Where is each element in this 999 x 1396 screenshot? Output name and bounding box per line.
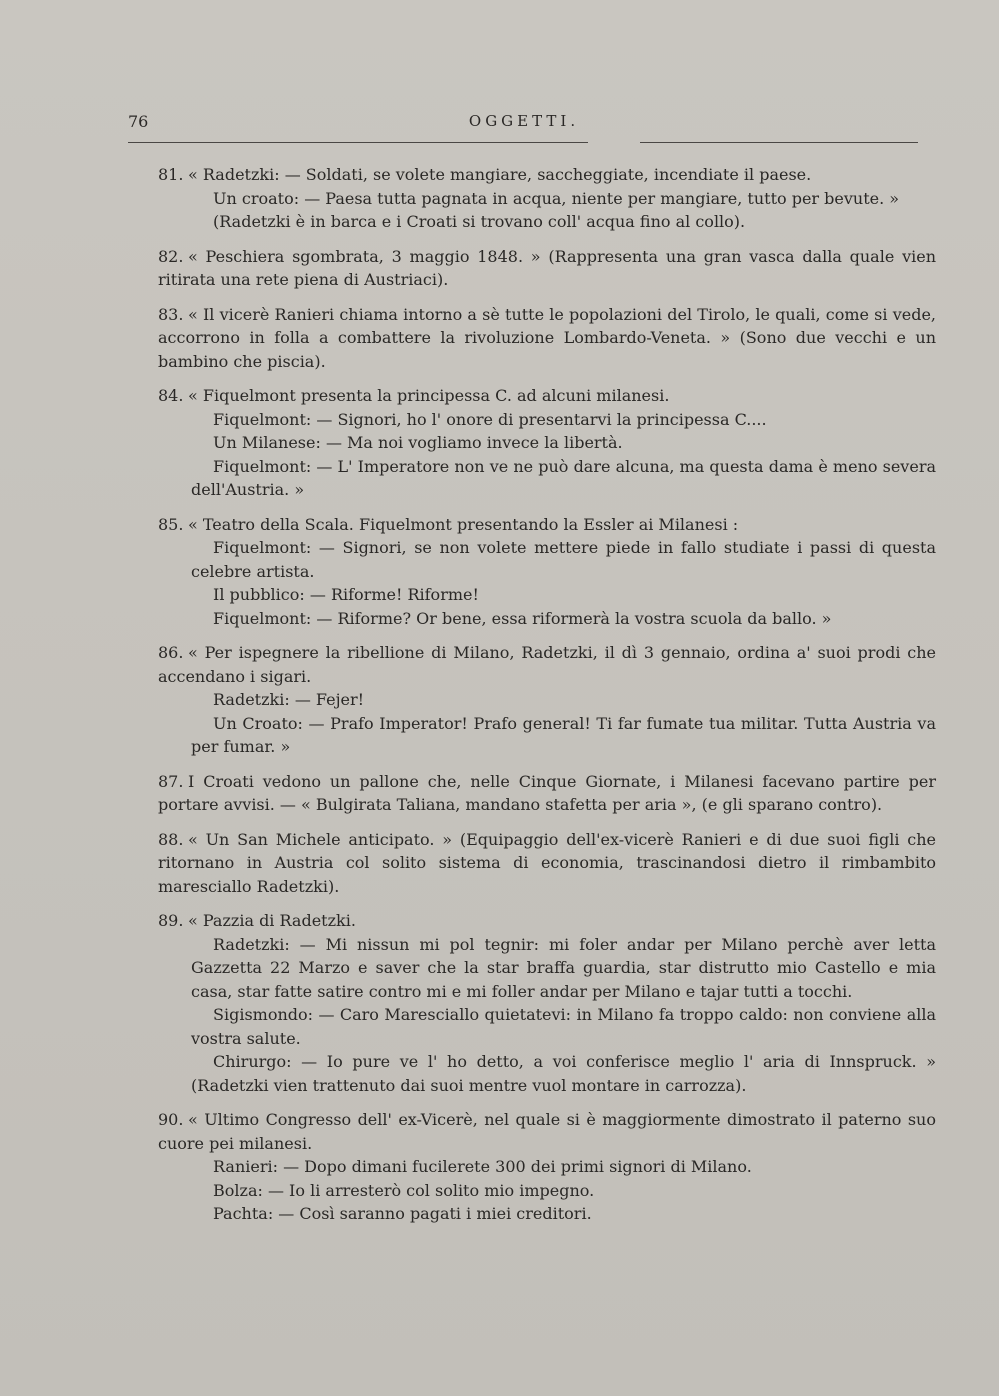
entry-text: « Un San Michele anticipato. » (Equipaggio dell'ex-vicerè Ranieri e di due suoi figli che ritornano in Austria col solito sistema di economia, trascinandosi dietro il rimbambito maresciallo Radetzki).: [158, 829, 936, 896]
entry-line: Fiquelmont: — Riforme? Or bene, essa riformerà la vostra scuola da ballo. »: [213, 608, 832, 628]
entry-number: 85.: [158, 514, 184, 534]
entry-text: « Per ispegnere la ribellione di Milano, Radetzki, il dì 3 gennaio, ordina a' suoi prodi che accendano i sigari.: [158, 643, 936, 686]
entry-number: 86.: [158, 643, 184, 662]
entry-line: Un Milanese: — Ma noi vogliamo invece la libertà.: [213, 433, 623, 452]
catalog-entry: [158, 828, 936, 899]
entry-number: 88.: [158, 829, 184, 849]
entry-first-line: [158, 770, 936, 817]
entry-line: Bolza: — Io li arresterò col solito mio impegno.: [213, 1180, 595, 1200]
catalog-entry: [158, 245, 936, 292]
page-header: [128, 112, 920, 136]
entry-first-line: [158, 303, 936, 374]
entry-number: 89.: [158, 911, 184, 930]
entry-first-line: [158, 641, 936, 688]
entry-line: Un Croato: — Prafo Imperator! Prafo general! Ti far fumate tua militar. Tutta Austria va per fumar. »: [191, 713, 936, 756]
catalog-entry: [158, 513, 936, 631]
entry-first-line: [158, 909, 936, 933]
header-rule-right: [640, 142, 918, 143]
entry-line: Ranieri: — Dopo dimani fucilerete 300 dei primi signori di Milano.: [213, 1157, 752, 1176]
header-rule-left: [128, 142, 588, 143]
entry-number: 87.: [158, 771, 184, 791]
entry-line: (Radetzki è in barca e i Croati si trovano coll' acqua fino al collo).: [213, 212, 746, 231]
entry-line: Fiquelmont: — Signori, se non volete mettere piede in fallo studiate i passi di questa celebre artista.: [191, 538, 936, 581]
entry-number: 82.: [158, 246, 184, 266]
entry-first-line: [158, 163, 936, 187]
catalog-entry: [158, 303, 936, 374]
catalog-entry: [158, 384, 936, 502]
entry-line: Il pubblico: — Riforme! Riforme!: [213, 585, 479, 604]
entry-first-line: [158, 1108, 936, 1155]
entry-text: « Peschiera sgombrata, 3 maggio 1848. » (Rappresenta una gran vasca dalla quale vien ritirata una rete piena di Austriaci).: [158, 246, 936, 289]
entry-line: Chirurgo: — Io pure ve l' ho detto, a voi conferisce meglio l' aria di Innspruck. » (Radetzki vien trattenuto dai suoi mentre vuol montare in carrozza).: [191, 1052, 936, 1095]
entry-number: 90.: [158, 1110, 184, 1129]
entry-text: I Croati vedono un pallone che, nelle Cinque Giornate, i Milanesi facevano partire per portare avvisi. — « Bulgirata Taliana, mandano stafetta per aria », (e gli sparano contro).: [158, 771, 936, 814]
entry-line: Pachta: — Così saranno pagati i miei creditori.: [213, 1204, 592, 1223]
entry-number: 84.: [158, 386, 184, 405]
entry-text: « Fiquelmont presenta la principessa C. ad alcuni milanesi.: [188, 386, 670, 405]
entry-first-line: [158, 384, 936, 408]
entry-number: 81.: [158, 165, 184, 184]
catalog-entry: [158, 909, 936, 1097]
catalog-entry: [158, 1108, 936, 1226]
entry-line: Un croato: — Paesa tutta pagnata in acqua, niente per mangiare, tutto per bevute. »: [213, 188, 900, 208]
entry-line: Fiquelmont: — L' Imperatore non ve ne può dare alcuna, ma questa dama è meno severa dell'Austria. »: [191, 456, 936, 499]
entry-line: Radetzki: — Mi nissun mi pol tegnir: mi foler andar per Milano perchè aver letta Gazzetta 22 Marzo e saver che la star braffa guardia, star distrutto mio Castello e mia casa, star fatte satire contro mi e mi foller andar per Milano e tajar tutti a tocchi.: [191, 934, 936, 1001]
page-number: 76: [128, 112, 149, 131]
entry-first-line: [158, 828, 936, 899]
catalog-entry: [158, 770, 936, 817]
entry-text: « Pazzia di Radetzki.: [188, 911, 356, 930]
entry-first-line: [158, 513, 936, 537]
entry-text: « Radetzki: — Soldati, se volete mangiare, saccheggiate, incendiate il paese.: [188, 165, 812, 184]
entry-line: Sigismondo: — Caro Maresciallo quietatevi: in Milano fa troppo caldo: non conviene alla vostra salute.: [191, 1005, 936, 1048]
entry-number: 83.: [158, 304, 184, 324]
entry-text: « Ultimo Congresso dell' ex-Vicerè, nel quale si è maggiormente dimostrato il paterno suo cuore pei milanesi.: [158, 1110, 936, 1153]
entry-line: Radetzki: — Fejer!: [213, 690, 365, 709]
catalog-entry: [158, 163, 936, 234]
catalog-entry: [158, 641, 936, 759]
catalog-entries: [158, 163, 936, 1237]
running-title: OGGETTI.: [468, 112, 580, 130]
entry-text: « Il vicerè Ranieri chiama intorno a sè tutte le popolazioni del Tirolo, le quali, come si vede, accorrono in folla a combattere la rivoluzione Lombardo-Veneta. » (Sono due vecchi e un bambino che piscia).: [158, 304, 936, 371]
entry-first-line: [158, 245, 936, 292]
entry-text: « Teatro della Scala. Fiquelmont presentando la Essler ai Milanesi :: [188, 514, 739, 534]
entry-line: Fiquelmont: — Signori, ho l' onore di presentarvi la principessa C....: [213, 409, 767, 429]
